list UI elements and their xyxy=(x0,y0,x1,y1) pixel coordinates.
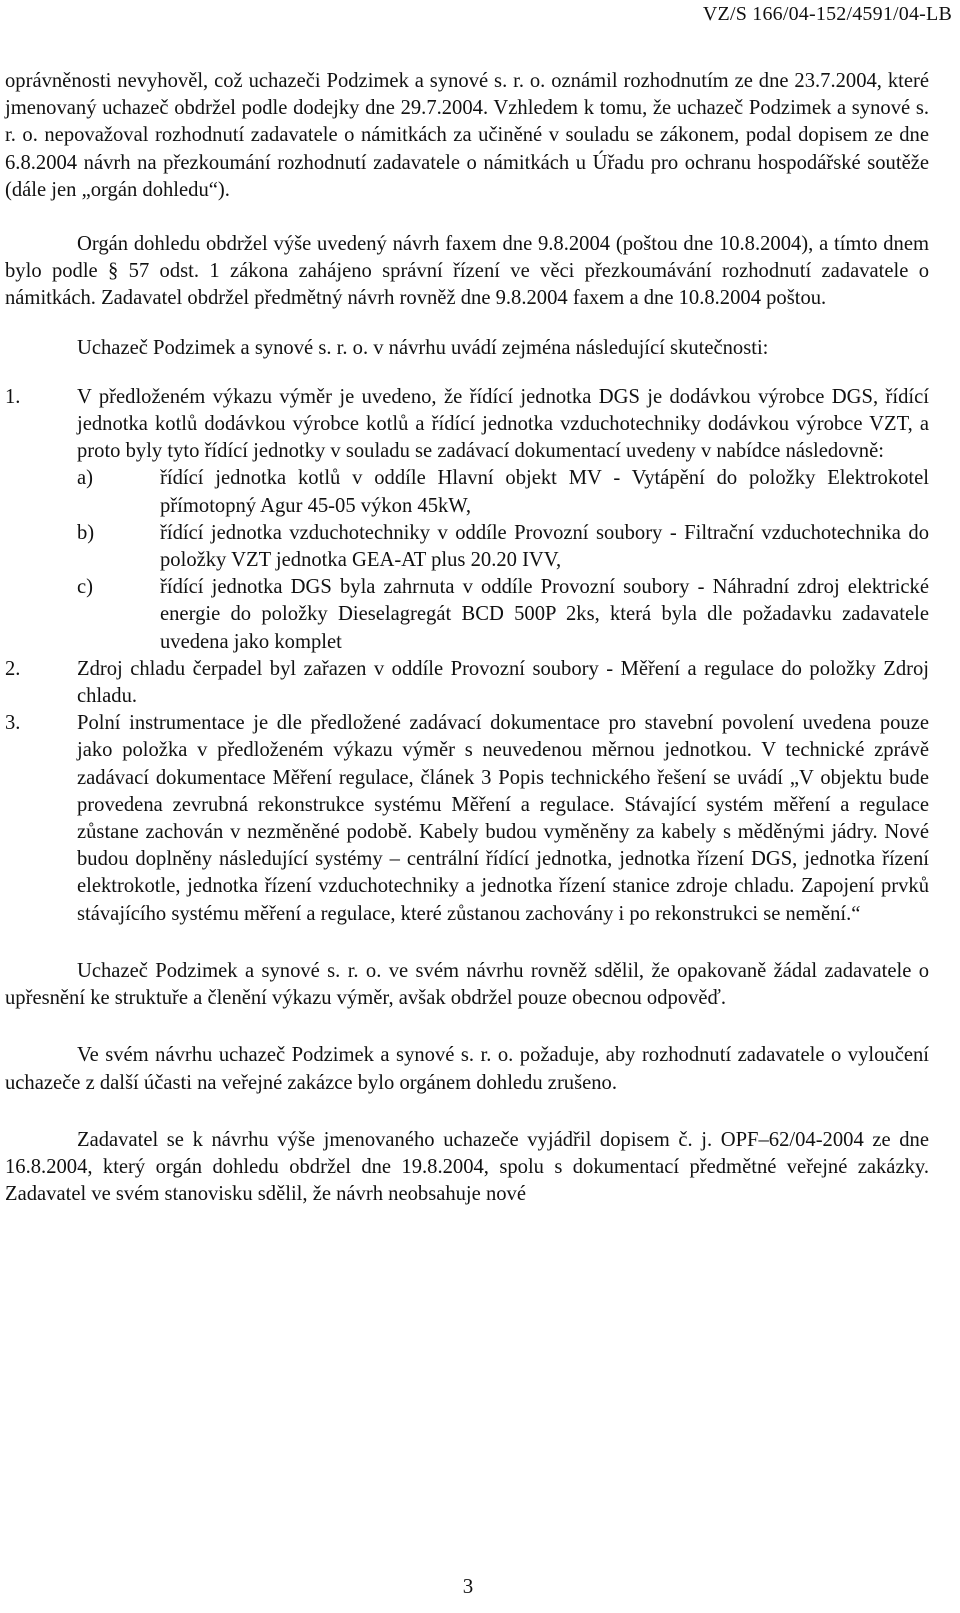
sub-item-letter: a) xyxy=(77,467,93,490)
document-reference: VZ/S 166/04-152/4591/04-LB xyxy=(702,3,952,25)
sub-item-letter: b) xyxy=(77,521,95,544)
numbered-item-3 xyxy=(5,710,929,928)
sub-item-a xyxy=(5,465,929,519)
paragraph-contracting-authority: Zadavatel se k návrhu výše jmenovaného uchazeče vyjádřil dopisem č. j. OPF–62/04-2004 ze dne 16.8.2004, který orgán dohledu obdržel dne 19.8.2004, spolu s dokumentací předmětné veřejné zakázky. Zadavatel ve svém stanovisku sdělil, že návrh neobsahuje nové xyxy=(5,1128,929,1206)
item-number: 1. xyxy=(5,385,21,408)
paragraph-clarification: Uchazeč Podzimek a synové s. r. o. ve svém návrhu rovněž sdělil, že opakovaně žádal zadavatele o upřesnění ke struktuře a členění výkazu výměr, avšak obdržel pouze obecnou odpověď. xyxy=(5,959,929,1010)
paragraph-request: Ve svém návrhu uchazeč Podzimek a synové s. r. o. požaduje, aby rozhodnutí zadavatele o vyloučení uchazeče z další účasti na veřejné zakázce bylo orgánem dohledu zrušeno. xyxy=(5,1044,929,1094)
sub-item-text: řídící jednotka vzduchotechniky v oddíle Provozní soubory - Filtrační vzduchotechnika do položky VZT jednotka GEA-AT plus 20.20 IVV, xyxy=(160,521,929,572)
item-text: Polní instrumentace je dle předložené zadávací dokumentace pro stavební povolení uvedena pouze jako položka v předloženém výkazu výměr s neuvedenou měrnou jednotkou. V technické zprávě zadávací dokumentace Měření regulace, článek 3 Popis technického řešení se uvádí „V objektu bude provedena zevrubná rekonstrukce systému Měření a regulace. Stávající systém měření a regulace zůstane zachován v nezměněné podobě. Kabely budou vyměněny za kabely s měděnými jádry. Nové budou doplněny následující systémy – centrální řídící jednotka, jednotka řízení DGS, jednotka řízení elektrokotle, jednotka řízení vzduchotechniky a jednotka řízení stanice zdroje chladu. Zapojení prvků stávajícího systému měření a regulace, které zůstanou zachovány i po rekonstrukci se nemění.“ xyxy=(77,712,929,925)
sub-item-text: řídící jednotka DGS byla zahrnuta v oddíle Provozní soubory - Náhradní zdroj elektrické energie do položky Dieselagregát BCD 500P 2ks, která byla dle požadavku zadavatele uvedena jako komplet xyxy=(160,576,929,653)
paragraph-intro: oprávněnosti nevyhověl, což uchazeči Podzimek a synové s. r. o. oznámil rozhodnutím ze dne 23.7.2004, které jmenovaný uchazeč obdržel podle dodejky dne 29.7.2004. Vzhledem k tomu, že uchazeč Podzimek a synové s. r. o. nepovažoval rozhodnutí zadavatele o námitkách za učiněné v souladu se zákonem, podal dopisem ze dne 6.8.2004 návrh na přezkoumání rozhodnutí zadavatele o námitkách u Úřadu pro ochranu hospodářské soutěže (dále jen „orgán dohledu“). xyxy=(5,70,929,201)
item-number: 2. xyxy=(5,657,21,680)
item-text: V předloženém výkazu výměr je uvedeno, že řídící jednotka DGS je dodávkou výrobce DGS, řídící jednotka kotlů dodávkou výrobce kotlů a řídící jednotka vzduchotechniky dodávkou výrobce VZT, a proto byly tyto řídící jednotky v souladu se zadávací dokumentací uvedeny v nabídce následovně: xyxy=(77,385,929,463)
numbered-item-1 xyxy=(5,384,929,656)
document-body xyxy=(5,68,929,1208)
item-number: 3. xyxy=(5,712,21,735)
sub-item-c xyxy=(5,574,929,656)
page-number: 3 xyxy=(462,1574,474,1598)
sub-item-b xyxy=(5,520,929,574)
item-text: Zdroj chladu čerpadel byl zařazen v oddíle Provozní soubory - Měření a regulace do položky Zdroj chladu. xyxy=(77,657,929,708)
paragraph-facts-intro: Uchazeč Podzimek a synové s. r. o. v návrhu uvádí zejména následující skutečnosti: xyxy=(77,336,769,359)
paragraph-receipt: Orgán dohledu obdržel výše uvedený návrh faxem dne 9.8.2004 (poštou dne 10.8.2004), a tímto dnem bylo podle § 57 odst. 1 zákona zahájeno správní řízení ve věci přezkoumávání rozhodnutí zadavatele o námitkách. Zadavatel obdržel předmětný návrh rovněž dne 9.8.2004 faxem a dne 10.8.2004 poštou. xyxy=(5,233,929,310)
numbered-item-2 xyxy=(5,656,929,710)
sub-item-letter: c) xyxy=(77,576,93,599)
sub-item-text: řídící jednotka kotlů v oddíle Hlavní objekt MV - Vytápění do položky Elektrokotel přímotopný Agur 45-05 výkon 45kW, xyxy=(160,467,929,517)
